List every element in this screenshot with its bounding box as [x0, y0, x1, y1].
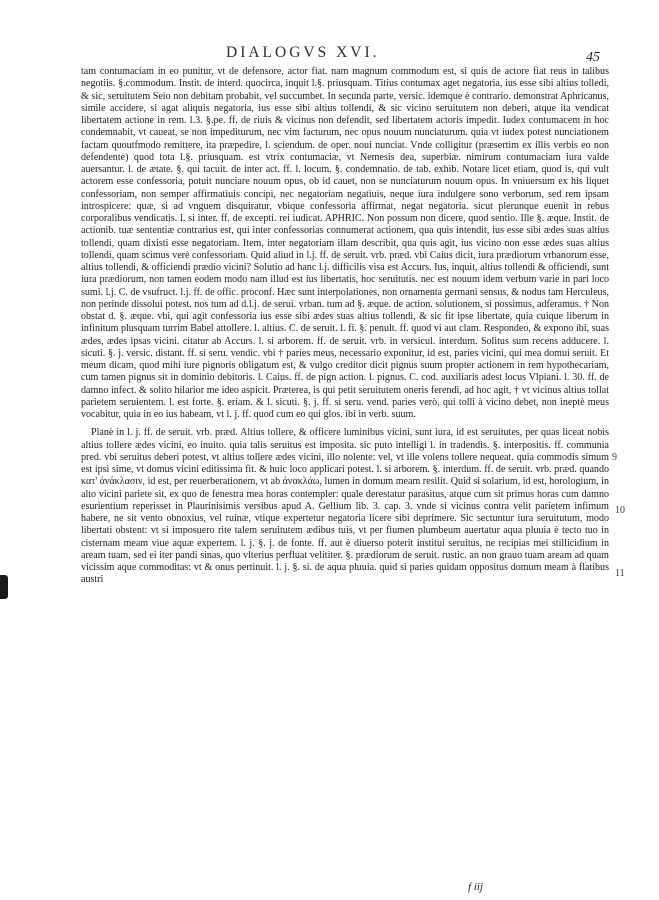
margin-note: 11 [615, 568, 625, 579]
ink-blot [0, 575, 8, 599]
paragraph: tam contumaciam in eo punitur, vt de defensore, actor fiat. nam magnum commodum est, si quis de actore fiat reus in talibus negotiis. §.commodum. Instit. de interd. quocirca, inquit l.§. priusquam. Titius contumax aget negatoria, ius esse sibi altius tolledi, & sic, seruitutem Seio non debitam probabit, vel succumbet. In secunda parte, versic. idemque è contrario. demonstrat Aphricanus, simile accidere, si agat aliquis negatoria, ius esse sibi altius tollendi, & sic vicino seruitutem non deberi, atque ita vendicat libertatem actione in rem. l.3. §.pe. ff. de riuis & vicinus non defendit, sed libertatem actoris impedit. Iudex contumacem in hoc condemnabit, vt caueat, se non impediturum, nec vim facturum, nec opus nouum nunciaturum. quia vt iudex potest nunciationem factam quoutfmodo remittere, ita præpedire, l. sciendum. de oper. noui nunciat. Vnde colligitur (præsertim ex illis verbis eo non defendente) quod tota l.§. priusquam. est vtrix contumaciæ, vt Nemesis dea, superbiæ. nimirum contumaciam iura valde auersantur. l. de ætate. §. qui tacuit. de inter act. ff. l. locum. §. condemnatio. de tab. exhib. Notare licet etiam, quod is, qui vult actorem esse confessoria, potuit nunciare nouum opus, ob id cauet, non se nunciaturum nouum opus. In vniuersum ex his liquet confessoriam, non semper affirmatiuis concipi, nec negatoriam negatiuis, neque iura indulgere sono verborum, sed rem ipsam introspicere: quæ, si ad vnguem disquiratur, vbique confessoria affirmat, negat negatoria. sicut plerunque euenit in rebus corporalibus vendicatis. l. si inter. ff. de excepti. rei iudicat. APHRIC. Non possum non dicere, quod sentio. Ille §. æque. Instit. de actionib. tuæ sententiæ contrarius est, qui inter confessorias connumerat actionem, qua quis intendit, ius esse sibi ædes suas altius tollendi, quam dixisti esse negatoriam. Item, inter negatoriam illam describit, qua quis agit, ius vicino non esse ædes suas altius tollendi, quam scimus verè confessoriam. Quid aliud in l.j. ff. de seruit. vrb. præd. vbi Caius dicit, iura prædiorum vrbanorum esse, altius tollendi, & officiendi prædio vicini? Solutio ad hanc l.j. difficilis visa est Accurs. Ius, inquit, altius tollendi & officiendi, sunt iura prædiorum, non tamen eodem modo nam illud est ius libertatis, hoc seruitutis. nec est nouum idem verbum varie in pari loco sumi. l.j. C. de vsufruct. l.j. ff. de offic. proconf. Hæc sunt interpolationes, non ornamenta germani sensus, & nodus tam Herculeus, non perinde dissolui potest. nos tum ad d.l.j. de serui. vrban. tum ad §. æque. de action. solutionem, si possimus, adferamus. † Non obstat d. §. æque. vbi, qui agit confessoria ius esse sibi ædes suas altius tollendi, & sic fit ipse libertate, quia cuique liberum in infinitum plusquam turrim Babel attollere. l. altius. C. de seruit. l. fi. §. penult. ff. quod vi aut clam. Respondeo, & expono ibi, suas ædes, ædes ipsas vicini. citatur ab Accurs. l. si arborem. ff. de seruit. vrb. in versicul. interdum. Solitus sum recens adducere. l. sicuti. §. j. versic. distant. ff. si seru. vendic. vbi † paries meus, necessario exponitur, id est, paries vicini, qui mea domui seruit. Et meum dicam, quod mihi iure pignoris obligatum est, & vulgo creditor dicit pignus suum propter actionem in rem hypothecariam, cum tamen pignus sit in dominio debitoris. l. Caius. ff. de pign action. l. pignus. C. cod. auxiliaris adest locus Vlpiani. l. 30. ff. de damno infect. & solito hilarior me ideo aspicit. Præterea, is qui petit seruitutem oneris ferendi, ad hoc agit, † vt vicinus altius tollat parietem seruientem. l. est forte. §. eriam. & l. sicuti. §. j. ff. si seru. vend. paries verò, qui tolli à vicino debet, non ineptè meus vocabitur, quia in eo ius habeam, vt l. j. ff. quod cum eo qui glos. ibi in verb. suum. [81, 66, 609, 420]
paragraph: Planè in l. j. ff. de seruit. vrb. præd. Altius tollere, & officere luminibus vicini, sunt iura, id est seruitutes, per quas liceat nobis altius tollere ædes vicini, eo inuito. quia talis seruitus est imposita. sic puto intelligi l. in tradendis. §. interpositis. ff. communia pred. vbi seruitus deberi potest, vt altius tollere ædes vicini, illo nolente: vel, vt ille volens tollere nequeat. quia commodis simum est ipsi sime, vt domus vicini editissima fit. & huic loco applicari potest. l. si arborem. §. interdum. ff. de seruit. vrb. præd. quando κατ' ἀνάκλασιν, id est, per reuerberationem, vt ab ἀνακλάω, lumen in domum meam resilit. Quid si solarium, id est, horologium, in alto vicini pariete sit, ex quo de fenestra mea horas contempler: quale derestatur parasitus, atque cum sit primus horas cum damno esurientium reperisset in Plaurinisimis versibus apud A. Gellium lib. 3. cap. 3. vnde si vicinus contra velit parietem infimum habere, ne sit vento obnoxius, vel ruinæ, vtique expertetur negatoria licere sibi deprimere. Sic sectuntur iura seruitutum, modo libertati obstent: vt si imposuero rite talem seruitutem ædibus tuis, vt per fiumen plumbeum auertatur aqua pluuia è tecto tuo in cisternam meam viue aquæ expertem. l. j. §. j. de fonte. ff. aut è diuerso poterit institui seruitus, ne recipias mei stillicidium in aream tuam, sed ei iter pandi sinas, quo vlterius perfluat velititer. §. prædiorum de seruit. rustic. an non grauo tuam aream ad quam vicissim aque commoditas: vt & onus pertinuit. l. j. §. si. de aqua pluuia. quid si paries quidam oppositus domum meam à flatibus austri [81, 427, 609, 586]
running-head: DIALOGVS XVI. [226, 44, 380, 61]
page-number: 45 [586, 50, 600, 65]
margin-note: 9 [612, 452, 617, 463]
signature-mark: f iij [468, 881, 483, 893]
text-column [81, 66, 609, 587]
margin-note: 10 [615, 505, 625, 516]
